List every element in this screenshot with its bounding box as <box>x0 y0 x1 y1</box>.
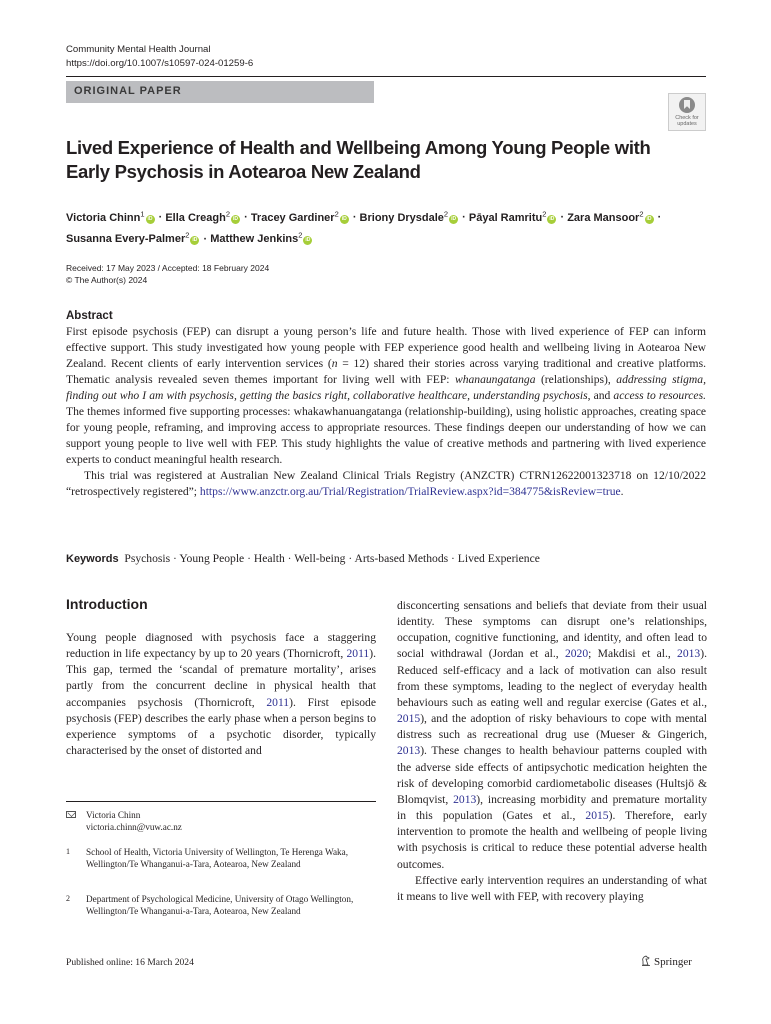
author: Zara Mansoor$^2$iD <box>567 209 652 224</box>
abstract-heading: Abstract <box>66 310 113 322</box>
bookmark-icon <box>679 97 695 113</box>
journal-header <box>66 43 253 71</box>
introduction-heading: Introduction <box>66 596 148 612</box>
author-separator: · <box>459 211 469 224</box>
paper-title: Lived Experience of Health and Wellbeing Among Young People with Early Psychosis in Aotearoa New Zealand <box>66 137 651 182</box>
keywords-label: Keywords <box>66 553 119 565</box>
abstract-paragraph: First episode psychosis (FEP) can disrupt a young person’s life and future health. Those with lived experience of FEP can inform effective support. This study investigated how young people with FEP experience good health and wellbeing living in Aotearoa New Zealand. Recent clients of early intervention services (n = 12) shared their stories across varying traditional and creative platforms. Thematic analysis revealed seven themes important for living well with FEP: whanaungatanga (relationships), addressing stigma, finding out who I am with psychosis, getting the basics right, collaborative healthcare, understanding psychosis, and access to resources. The themes informed five supporting processes: whakawhanuangatanga (relationship-building), using holistic approaches, creating space for young people, reframing, and improving access to appropriate resources. These findings deepen our understanding of how we can support young people to live well with FEP. This study highlights the value of creative methods and partnering with lived experience experts to conduct meaningful health research. <box>66 325 706 466</box>
author: Victoria Chinn$^1$iD <box>66 209 153 224</box>
citation-link[interactable]: 2011 <box>346 647 370 661</box>
body-column-right <box>397 598 707 905</box>
check-for-updates-label: Check for updates <box>675 115 699 127</box>
citation-link[interactable]: 2013 <box>397 744 421 758</box>
citation-link[interactable]: 2015 <box>397 712 421 726</box>
author: Pāyal Ramritu$^2$iD <box>468 209 555 224</box>
citation-link[interactable]: 2013 <box>677 647 701 661</box>
published-date: Published online: 16 March 2024 <box>66 957 194 968</box>
check-for-updates-badge[interactable] <box>668 93 706 131</box>
author-separator: · <box>349 211 360 224</box>
orcid-icon[interactable]: iD <box>646 215 652 222</box>
doi[interactable]: https://doi.org/10.1007/s10597-024-01259-6 <box>66 58 254 69</box>
affiliation-1: 1 School of Health, Victoria University of Wellington, Te Herenga Waka, Wellington/Te Whanganui-a-Tara, Aotearoa, New Zealand <box>66 847 348 869</box>
author: Susanna Every-Palmer$^2$iD <box>66 230 198 246</box>
footnote-rule <box>66 801 376 802</box>
article-dates <box>66 262 269 286</box>
orcid-icon[interactable]: iD <box>451 215 457 222</box>
author: Ella Creagh$^2$iD <box>165 209 239 224</box>
springer-horse-icon <box>641 955 651 966</box>
keywords <box>66 552 540 565</box>
author-list <box>66 205 706 248</box>
abstract-body <box>66 324 706 500</box>
copyright: © The Author(s) 2024 <box>66 275 148 285</box>
envelope-icon <box>66 811 76 818</box>
author-separator: · <box>654 211 662 224</box>
body-paragraph: Young people diagnosed with psychosis face a staggering reduction in life expectancy by up to 20 years (Thornicroft, 2011). This gap, termed the ‘scandal of premature mortality’, arises partly from the concurrent decline in physical health that accompanies psychosis (Thornicroft, 2011). First episode psychosis (FEP) describes the early phase when a person begins to experience symptoms of a psychotic disorder, typically characterised by the onset of distorted and <box>66 631 376 758</box>
article-type: ORIGINAL PAPER <box>74 85 182 97</box>
trial-registry-link[interactable]: https://www.anzctr.org.au/Trial/Registration/TrialReview.aspx?id=384775&isReview=true <box>199 485 621 498</box>
citation-link[interactable]: 2013 <box>453 792 477 806</box>
orcid-icon[interactable]: iD <box>549 215 555 222</box>
author: Matthew Jenkins$^2$iD <box>210 230 311 246</box>
orcid-icon[interactable]: iD <box>147 215 153 222</box>
citation-link[interactable]: 2011 <box>266 695 290 709</box>
orcid-icon[interactable]: iD <box>233 215 239 222</box>
trial-registration: This trial was registered at Australian New Zealand Clinical Trials Registry (ANZCTR) CTRN12622001323718 on 12/10/2022 “retrospectively registered”; https://www.anzctr.org.au/Trial/Registration/TrialReview.aspx?id=384775&isReview=true. <box>66 469 706 498</box>
author: Tracey Gardiner$^2$iD <box>250 209 347 224</box>
body-paragraph: Effective early intervention requires an understanding of what it means to live well with FEP, with recovery playing <box>397 873 707 903</box>
article-type-banner <box>66 81 374 103</box>
body-column-left <box>66 630 376 759</box>
publisher-logo: Springer <box>641 955 692 968</box>
author-separator: · <box>200 233 211 246</box>
received-accepted: Received: 17 May 2023 / Accepted: 18 February 2024 <box>66 263 270 273</box>
orcid-icon[interactable]: iD <box>305 237 311 244</box>
journal-name: Community Mental Health Journal <box>66 44 211 55</box>
contact-email[interactable]: victoria.chinn@vuw.ac.nz <box>86 822 182 832</box>
author: Briony Drysdale$^2$iD <box>359 209 457 224</box>
corresponding-author <box>66 809 376 833</box>
header-rule <box>66 76 706 77</box>
affiliation-2: 2 Department of Psychological Medicine, University of Otago Wellington, Wellington/Te Whanganui-a-Tara, Aotearoa, New Zealand <box>66 894 354 916</box>
body-paragraph: disconcerting sensations and beliefs that deviate from their usual identity. These symptoms can disrupt one’s relationships, occupation, cognitive functioning, and identity, and often lead to social withdrawal (Jordan et al., 2020; Makdisi et al., 2013). Reduced self-efficacy and a lack of motivation can also result from these symptoms, leading to the neglect of everyday health behaviours such as eating well and regular exercise (Gates et al., 2015), and the adoption of risky behaviours to cope with mental distress such as recreational drug use (Mueser & Gingerich, 2013). These changes to health behaviour patterns coupled with the adverse side effects of antipsychotic medication heighten the risk of developing comorbid cardiometabolic diseases (Hultsjö & Blomqvist, 2013), increasing morbidity and premature mortality in this population (Gates et al., 2015). Therefore, early intervention to promote the health and wellbeing of people living with psychosis is critical to reduce these potential adverse health outcomes. <box>397 599 707 871</box>
author-separator: · <box>241 211 251 224</box>
keywords-list: Psychosis · Young People · Health · Well-being · Arts-based Methods · Lived Experience <box>124 552 540 565</box>
orcid-icon[interactable]: iD <box>192 237 198 244</box>
author-separator: · <box>557 211 568 224</box>
citation-link[interactable]: 2020 <box>564 647 589 661</box>
orcid-icon[interactable]: iD <box>341 215 347 222</box>
citation-link[interactable]: 2015 <box>585 809 609 823</box>
contact-name: Victoria Chinn <box>86 810 141 820</box>
author-separator: · <box>155 211 166 224</box>
